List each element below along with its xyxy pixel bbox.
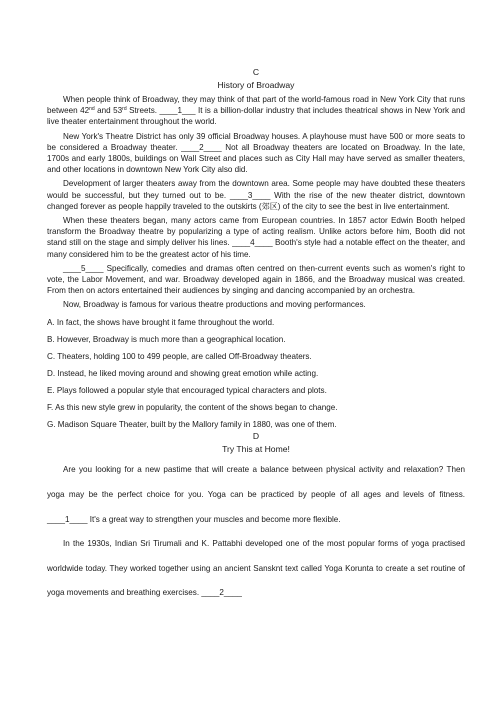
answer-options [47, 317, 465, 431]
option-a: A. In fact, the shows have brought it fame throughout the world. [47, 317, 275, 327]
section-c-title: History of Broadway [217, 80, 295, 90]
section-c-letter: C [252, 67, 260, 77]
section-c [47, 66, 465, 430]
passage-c-paragraph-6: Now, Broadway is famous for various theatre productions and moving performances. [63, 300, 366, 310]
passage-d-paragraph-1: Are you looking for a new pastime that will create a balance between physical activity and relaxation? Then yoga may be the perfect choice for you. Yoga can be practiced by people of all ages and levels of fitness. ____1____ It's a great way to strengthen your muscles and become more flexible. [47, 465, 465, 524]
option-f: F. As this new style grew in popularity, the content of the shows began to change. [47, 403, 338, 413]
passage-c-paragraph-1: When people think of Broadway, they may think of that part of the world-famous road in New York City that runs between 42nd and 53rd Streets. ____1___ It is a billion-dollar industry that includes theatrical shows in New York and live theater entertainment throughout the world. [47, 95, 465, 127]
passage-c-paragraph-4: When these theaters began, many actors came from European countries. In 1857 actor Edwin Booth helped transform the Broadway theatre by popularizing a type of acting realism. Unlike actors before him, Booth did not stand still on the stage and simply deliver his lines. ____4____ Booth's style had a notable effect on the theater, and many considered him to be the greatest actor of his time. [47, 216, 465, 259]
section-d [47, 430, 465, 606]
section-d-title: Try This at Home! [222, 444, 290, 455]
option-b: B. However, Broadway is much more than a geographical location. [47, 334, 286, 344]
passage-c-paragraph-5: ____5____ Specifically, comedies and dramas often centred on then-current events such as women's right to vote, the Labor Movement, and war. Broadway developed again in 1866, and the Broadway musical was created. From then on actors entertained their audiences by singing and dancing accompanied by an orchestra. [47, 263, 465, 296]
option-d: D. Instead, he liked moving around and showing great emotion while acting. [47, 368, 319, 378]
option-e: E. Plays followed a popular style that encouraged typical characters and plots. [47, 386, 327, 396]
document-page [47, 66, 465, 606]
passage-d-paragraph-2: In the 1930s, Indian Sri Tirumali and K. Pattabhi developed one of the most popular forms of yoga practised worldwide today. They worked together using an ancient Sansknt text called Yoga Korunta to create a set routine of yoga movements and breathing exercises. ____2____ [47, 539, 465, 598]
passage-c-paragraph-2: New York's Theatre District has only 39 official Broadway houses. A playhouse must have 500 or more seats to be considered a Broadway theater. ____2____ Not all Broadway theaters are located on Broadway. In the late, 1700s and early 1800s, buildings on Wall Street and places such as City Hall may have served as smaller theaters, and other locations in downtown New York City also did. [47, 131, 465, 175]
option-c: C. Theaters, holding 100 to 499 people, are called Off-Broadway theaters. [47, 351, 312, 361]
option-g: G. Madison Square Theater, built by the Mallory family in 1880, was one of them. [47, 420, 337, 430]
passage-c-paragraph-3: Development of larger theaters away from the downtown area. Some people may have doubted these theaters would be successful, but they turned out to be. ____3____ With the rise of the new theater district, downtown changed forever as people happily traveled to the outskirts (郊区) of the city to see the best in live entertainment. [47, 179, 465, 211]
section-d-letter: D [252, 431, 260, 442]
